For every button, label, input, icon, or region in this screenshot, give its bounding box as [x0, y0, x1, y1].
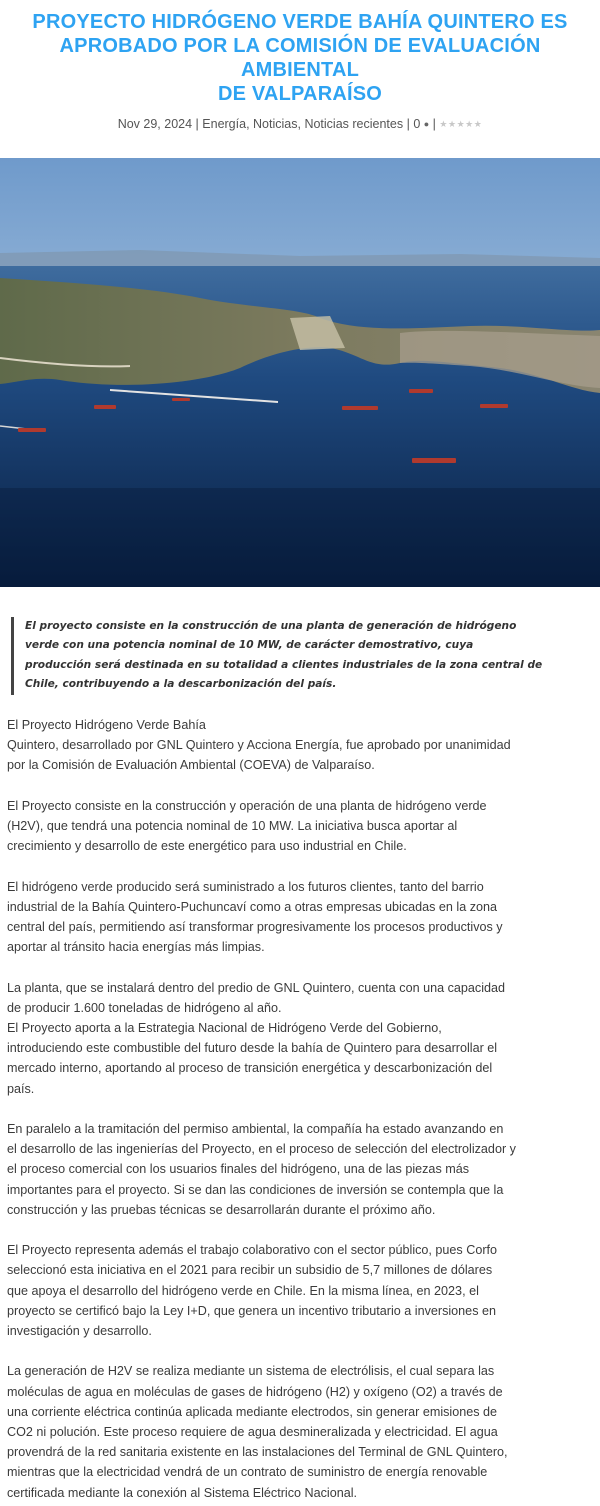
- text-line: por la Comisión de Evaluación Ambiental (COEVA) de Valparaíso.: [7, 758, 375, 773]
- meta-separator: |: [406, 117, 410, 131]
- text-line: mientras que la electricidad vendrá de un contrato de suministro de energía renovable: [7, 1465, 488, 1480]
- title-line: PROYECTO HIDRÓGENO VERDE BAHÍA QUINTERO ES: [32, 11, 568, 33]
- text-line: país.: [7, 1081, 35, 1096]
- aerial-bay-photo: [0, 158, 600, 587]
- paragraph: [7, 1119, 527, 1220]
- text-line: CO2 ni polución. Este proceso requiere de agua desmineralizada y electricidad. El agua: [7, 1425, 498, 1440]
- text-line: el proceso comercial con los usuarios finales del hidrógeno, una de las piezas más: [7, 1162, 470, 1177]
- text-line: El Proyecto aporta a la Estrategia Nacional de Hidrógeno Verde del Gobierno,: [7, 1021, 442, 1035]
- text-line: El Proyecto representa además el trabajo colaborativo con el sector público, pues Corfo: [7, 1243, 498, 1258]
- text-line: una corriente eléctrica continúa aplicada mediante electrodos, sin generar emisiones de: [7, 1404, 498, 1419]
- text-line: moléculas de agua en moléculas de gases de hidrógeno (H2) y oxígeno (O2) a través de: [7, 1384, 503, 1399]
- article-lead-quote: [11, 617, 543, 695]
- category-link-noticias[interactable]: Noticias: [253, 117, 298, 131]
- text-line: La generación de H2V se realiza mediante un sistema de electrólisis, el cual separa las: [7, 1364, 495, 1379]
- text-line: introduciendo este combustible del futuro desde la bahía de Quintero para desarrollar el: [7, 1041, 498, 1056]
- star-icon: ★: [439, 119, 448, 129]
- featured-image: [0, 158, 600, 587]
- rating-stars: [439, 116, 482, 132]
- sea-shadow: [0, 488, 600, 587]
- text-line: La planta, que se instalará dentro del predio de GNL Quintero, cuenta con una capacidad: [7, 980, 506, 995]
- post-date: Nov 29, 2024: [117, 117, 193, 131]
- text-line: certificada mediante la conexión al Sistema Eléctrico Nacional.: [7, 1485, 357, 1500]
- paragraph: [7, 978, 527, 1099]
- paragraph: [7, 796, 527, 857]
- star-icon: ★: [465, 119, 474, 129]
- text-line: En paralelo a la tramitación del permiso ambiental, la compañía ha estado avanzando en: [7, 1122, 504, 1136]
- text-line: el desarrollo de las ingenierías del Proyecto, en el proceso de selección del electrolizador y: [7, 1142, 516, 1157]
- paragraph: [7, 1240, 527, 1341]
- text-line: construcción y las pruebas técnicas se desarrollarán durante el próximo año.: [7, 1202, 436, 1217]
- star-icon: ★: [473, 119, 483, 129]
- meta-separator: |: [195, 117, 199, 131]
- comment-icon: ●: [423, 119, 430, 129]
- quote-line: producción será destinada en su totalidad a clientes industriales de la zona central de: [25, 658, 543, 671]
- post-meta: Nov 29, 2024 | Energía, Noticias, Noticias recientes | 0 ● | ★★★★★: [117, 117, 483, 131]
- title-line: APROBADO POR LA COMISIÓN DE EVALUACIÓN AMBIENTAL: [59, 35, 541, 81]
- comment-count: 0: [413, 117, 421, 131]
- meta-separator: |: [432, 117, 436, 131]
- star-icon: ★: [447, 119, 457, 129]
- text-line: seleccionó esta iniciativa en el 2021 para recibir un subsidio de 5,7 millones de dólares: [7, 1263, 493, 1278]
- star-icon: ★: [456, 119, 466, 129]
- paragraph: [7, 1361, 527, 1502]
- article-body: [7, 715, 527, 1506]
- text-line: crecimiento y desarrollo de este energético para uso industrial en Chile.: [7, 839, 407, 854]
- quote-line: El proyecto consiste en la construcción de una planta de generación de hidrógeno: [25, 620, 517, 632]
- paragraph: [7, 715, 527, 776]
- text-line: proyecto se certificó bajo la Ley I+D, que genera un incentivo tributario a inversiones en: [7, 1303, 496, 1318]
- article-title: [0, 0, 600, 106]
- comments-link[interactable]: [413, 117, 429, 131]
- text-line: aportar al tránsito hacia energías más limpias.: [7, 940, 265, 955]
- category-link-noticias-recientes[interactable]: Noticias recientes: [304, 117, 404, 131]
- text-line: central del país, permitiendo así transformar progresivamente los procesos productivos y: [7, 920, 503, 934]
- quote-line: verde con una potencia nominal de 10 MW, de carácter demostrativo, cuya: [25, 639, 474, 652]
- text-line: de producir 1.600 toneladas de hidrógeno al año.: [7, 1000, 282, 1015]
- text-line: Quintero, desarrollado por GNL Quintero y Acciona Energía, fue aprobado por unanimidad: [7, 738, 511, 753]
- text-line: que apoya el desarrollo del hidrógeno verde en Chile. En la misma línea, en 2023, el: [7, 1283, 479, 1298]
- paragraph: [7, 877, 527, 958]
- text-line: importantes para el proyecto. Si se dan las condiciones de inversión se contempla que la: [7, 1182, 504, 1197]
- text-line: industrial de la Bahía Quintero-Puchuncaví como a otras empresas ubicadas en la zona: [7, 899, 498, 914]
- text-line: El Proyecto Hidrógeno Verde Bahía: [7, 718, 206, 732]
- quote-line: Chile, contribuyendo a la descarbonización del país.: [25, 678, 337, 691]
- text-line: El Proyecto consiste en la construcción y operación de una planta de hidrógeno verde: [7, 798, 487, 813]
- category-link-energia[interactable]: Energía: [202, 117, 247, 131]
- text-line: (H2V), que tendrá una potencia nominal de 10 MW. La iniciativa busca aportar al: [7, 819, 458, 833]
- title-line: DE VALPARAÍSO: [217, 83, 383, 105]
- text-line: mercado interno, aportando al proceso de transición energética y descarbonización del: [7, 1061, 493, 1076]
- text-line: provendrá de la red sanitaria existente en las instalaciones del Terminal de GNL Quintero,: [7, 1445, 508, 1460]
- text-line: El hidrógeno verde producido será suministrado a los futuros clientes, tanto del barrio: [7, 879, 484, 894]
- text-line: investigación y desarrollo.: [7, 1324, 152, 1339]
